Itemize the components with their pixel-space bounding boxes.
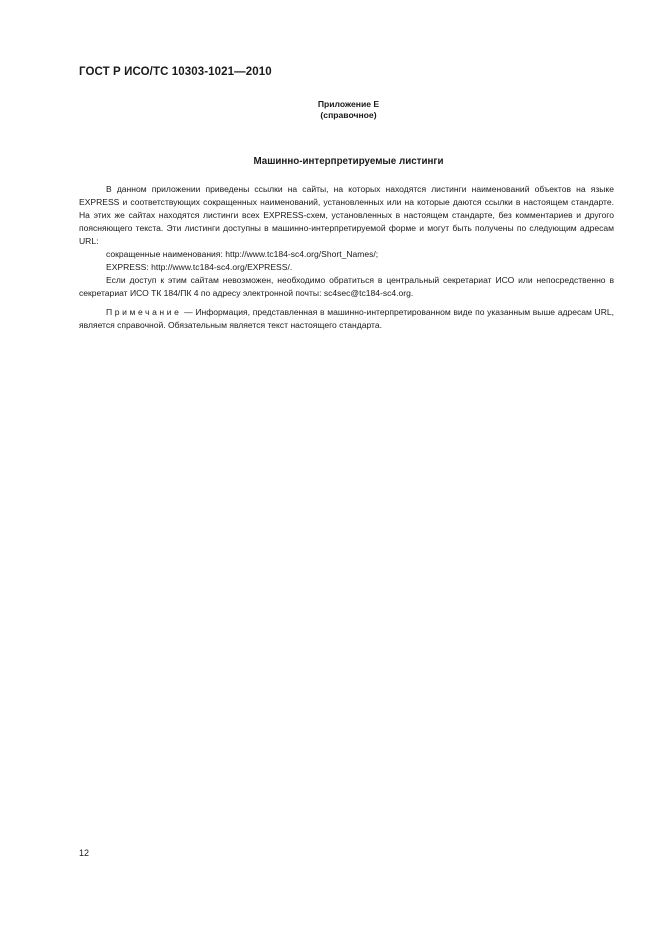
note-label: Примечание <box>106 307 182 318</box>
note <box>79 306 614 332</box>
note-text: — Информация, представленная в машинно-интерпретированном виде по указанным выше адресам URL, является справочной. Обязательным является текст настоящего стандарта. <box>79 307 614 331</box>
annex-heading <box>0 99 661 121</box>
paragraph-intro: В данном приложении приведены ссылки на сайты, на которых находятся листинги наименований объектов на языке EXPRESS и соответствующих сокращенных наименований, установленных или на которые даются ссылки в настоящем стандарте. На этих же сайтах находятся листинги всех EXPRESS-схем, установленных в настоящем стандарте, без комментариев и другого поясняющего текста. Эти листинги доступны в машинно-интерпретируемой форме и могут быть получены по следующим адресам URL: <box>79 184 614 247</box>
document-body <box>79 183 614 333</box>
url-short-names: сокращенные наименования: http://www.tc184-sc4.org/Short_Names/; <box>106 249 379 260</box>
annex-label: Приложение Е <box>317 99 380 109</box>
url-express: EXPRESS: http://www.tc184-sc4.org/EXPRESS/. <box>106 262 293 273</box>
paragraph-contact: Если доступ к этим сайтам невозможен, необходимо обратиться в центральный секретариат ИСО или непосредственно в секретариат ИСО ТК 184/ПК 4 по адресу электронной почты: sc4sec@tc184-sc4.org. <box>79 275 614 299</box>
annex-kind: (справочное) <box>320 110 377 120</box>
document-header: ГОСТ Р ИСО/ТС 10303-1021—2010 <box>79 66 272 78</box>
section-title: Машинно-интерпретируемые листинги <box>253 156 444 167</box>
page-number: 12 <box>79 848 90 858</box>
